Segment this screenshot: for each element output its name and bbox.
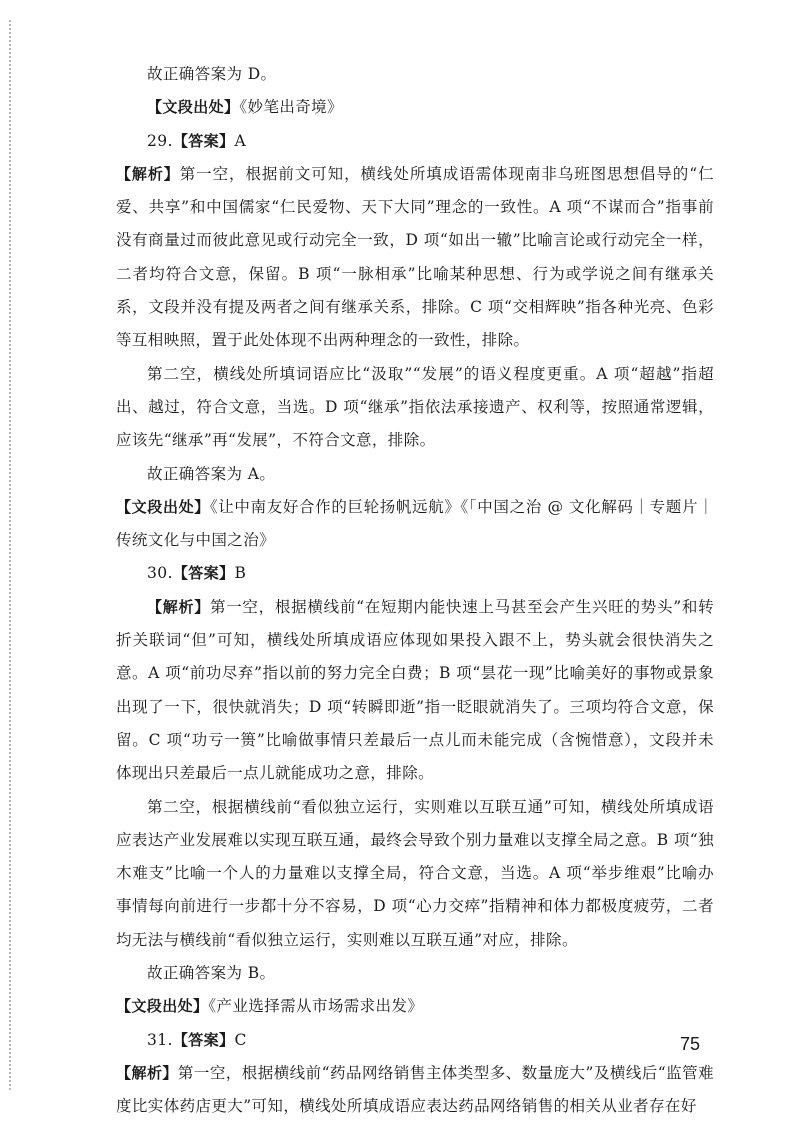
source-tag: 【文段出处】 [116,997,209,1016]
analysis-text: 第一空，根据前文可知，横线处所填成语需体现南非乌班图思想倡导的“仁爱、共享”和中国儒家“仁民爱物、天下大同”理念的一致性。A 项“不谋而合”指事前没有商量过而彼此意见或行动完全一致，D 项“如出一辙”比喻言论或行动完全一样，二者均符合文意，保留。B 项“一脉相承”比喻某种思想、行为或学说之间有继承关系，文段并没有提及两者之间有继承关系，排除。C 项“交相辉映”指各种光亮、色彩等互相映照，置于此处体现不出两种理念的一致性，排除。 [116,164,714,350]
answer-tag: 【答案】 [172,1030,235,1049]
source-line [116,91,714,124]
answer-conclusion: 故正确答案为 B。 [147,964,276,983]
answer-conclusion: 故正确答案为 A。 [147,464,276,483]
analysis-paragraph [116,158,714,358]
page-body [116,58,714,1124]
question-number: 29. [147,131,173,150]
answer-value: B [234,564,247,583]
source-text: 《妙笔出奇境》 [239,98,343,117]
analysis-paragraph [116,591,714,791]
binding-margin-dotted-line [9,20,11,1090]
question-number: 30. [147,564,173,583]
analysis-tag: 【解析】 [116,164,180,183]
analysis-tag: 【解析】 [116,1063,178,1082]
answer-line [116,557,714,590]
analysis-text: 第一空，根据横线前“药品网络销售主体类型多、数量庞大”及横线后“监管难度比实体药店更大”可知，横线处所填成语应表达药品网络销售的相关从业者存在好 [116,1063,714,1116]
source-line [116,990,714,1023]
answer-value: A [234,131,247,150]
answer-tag: 【答案】 [172,131,235,150]
answer-conclusion: 故正确答案为 D。 [147,65,277,83]
answer-tag: 【答案】 [172,564,235,583]
analysis-tag: 【解析】 [147,597,210,616]
source-tag: 【文段出处】 [147,98,240,117]
analysis-paragraph: 第二空，横线处所填词语应比“汲取”“发展”的语义程度更重。A 项“超越”指超出、越过，符合文意，当选。D 项“继承”指依法承接遗产、权利等，按照通常逻辑，应该先“继承”再“发展”，不符合文意，排除。 [116,364,714,450]
analysis-text: 第一空，根据横线前“在短期内能快速上马甚至会产生兴旺的势头”和转折关联词“但”可知，横线处所填成语应体现如果投入跟不上，势头就会很快消失之意。A 项“前功尽弃”指以前的努力完全白费；B 项“昙花一现”比喻美好的事物或景象出现了一下，很快就消失；D 项“转瞬即逝”指一眨眼就消失了。三项均符合文意，保留。C 项“功亏一篑”比喻做事情只差最后一点儿而未能完成（含惋惜意），文段并未体现出只差最后一点儿就能成功之意，排除。 [116,597,714,783]
question-number: 31. [147,1030,173,1049]
source-line [116,491,714,558]
analysis-paragraph [116,1057,714,1124]
source-text: 《产业选择需从市场需求出发》 [208,997,424,1016]
analysis-paragraph: 第二空，根据横线前“看似独立运行，实则难以互联互通”可知，横线处所填成语应表达产业发展难以实现互联互通，最终会导致个别力量难以支撑全局之意。B 项“独木难支”比喻一个人的力量难以支撑全局，符合文意，当选。A 项“举步维艰”比喻办事情每向前进行一步都十分不容易，D 项“心力交瘁”指精神和体力都极度疲劳，二者均无法与横线前“看似独立运行，实则难以互联互通”对应，排除。 [116,797,714,949]
source-tag: 【文段出处】 [116,497,210,516]
answer-value: C [234,1030,247,1049]
page-number: 75 [679,1034,700,1054]
answer-line [116,125,714,158]
answer-line [116,1024,714,1057]
source-text: 《让中南友好合作的巨轮扬帆远航》《「中国之治 @ 文化解码｜专题片｜传统文化与中国之治》 [116,497,714,550]
